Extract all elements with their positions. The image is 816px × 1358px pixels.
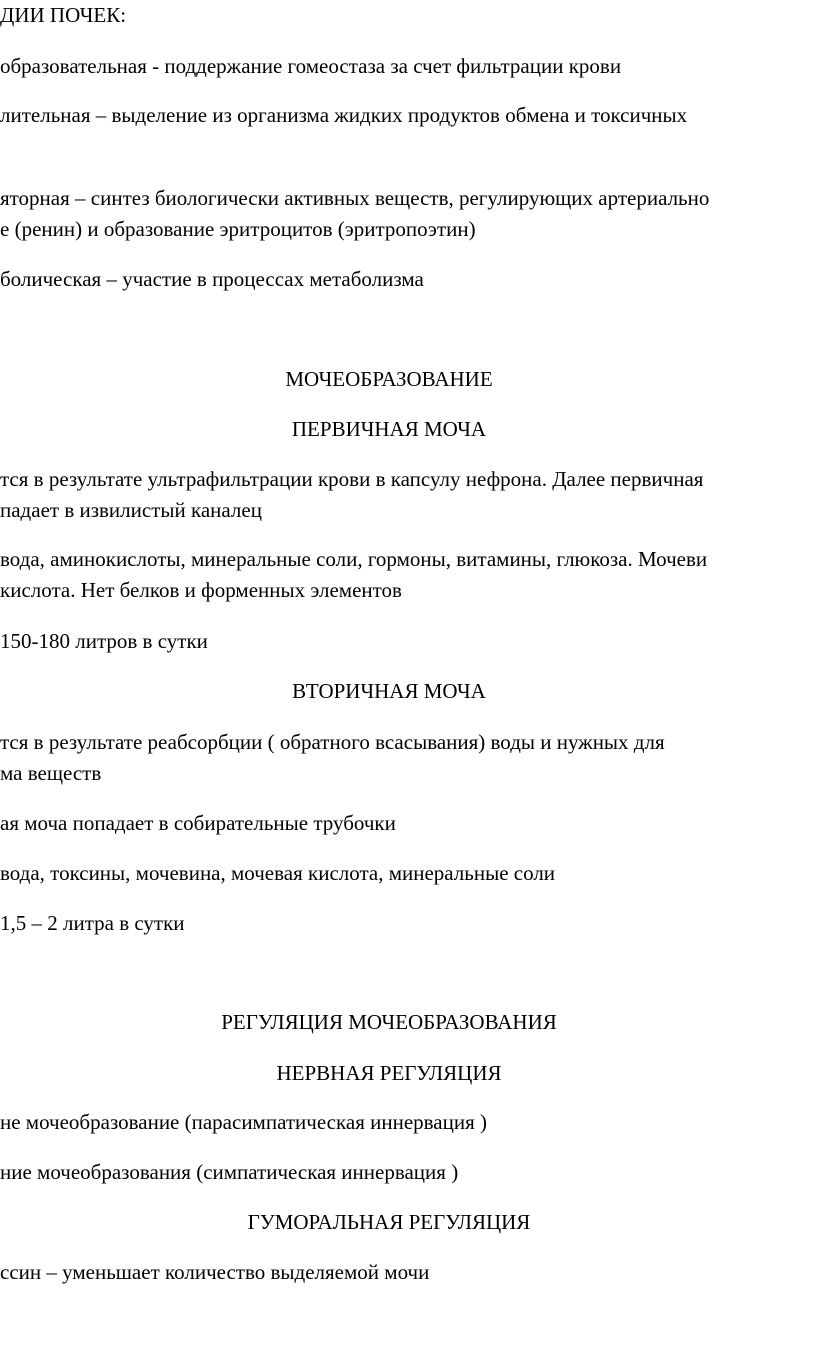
paragraph-line: ая моча попадает в собирательные трубочки	[0, 811, 396, 835]
paragraph-line: кислота. Нет белков и форменных элементов	[0, 578, 402, 602]
paragraph-line: тся в результате реабсорбции ( обратного всасывания) воды и нужных для	[0, 730, 665, 754]
paragraph-line: тся в результате ультрафильтрации крови в капсулу нефрона. Далее первичная	[0, 467, 704, 491]
paragraph-line: ма веществ	[0, 761, 102, 785]
paragraph-line: вода, аминокислоты, минеральные соли, гормоны, витамины, глюкоза. Мочеви	[0, 547, 708, 571]
section-heading: РЕГУЛЯЦИЯ МОЧЕОБРАЗОВАНИЯ	[221, 1010, 557, 1034]
subsection-heading: ПЕРВИЧНАЯ МОЧА	[291, 417, 487, 441]
function-item: болическая – участие в процессах метаболизма	[0, 267, 424, 291]
paragraph-line: ние мочеобразования (симпатическая иннервация )	[0, 1160, 459, 1184]
functions-heading: ДИИ ПОЧЕК:	[0, 3, 127, 27]
paragraph-line: вода, токсины, мочевина, мочевая кислота, минеральные соли	[0, 861, 556, 885]
paragraph-line: 1,5 – 2 литра в сутки	[0, 911, 185, 935]
paragraph-line: 150-180 литров в сутки	[0, 629, 208, 653]
subsection-heading: ГУМОРАЛЬНАЯ РЕГУЛЯЦИЯ	[247, 1210, 531, 1234]
paragraph-line: не мочеобразование (парасимпатическая иннервация )	[0, 1110, 487, 1134]
function-item-continuation: е (ренин) и образование эритроцитов (эритропоэтин)	[0, 217, 476, 241]
section-heading: МОЧЕОБРАЗОВАНИЕ	[285, 367, 493, 391]
subsection-heading: ВТОРИЧНАЯ МОЧА	[292, 679, 486, 703]
function-item: образовательная - поддержание гомеостаза за счет фильтрации крови	[0, 54, 622, 78]
paragraph-line: падает в извилистый каналец	[0, 498, 262, 522]
paragraph-line: ссин – уменьшает количество выделяемой мочи	[0, 1260, 430, 1284]
function-item: яторная – синтез биологически активных веществ, регулирующих артериально	[0, 186, 710, 210]
subsection-heading: НЕРВНАЯ РЕГУЛЯЦИЯ	[276, 1061, 502, 1085]
function-item: лительная – выделение из организма жидких продуктов обмена и токсичных	[0, 103, 688, 127]
